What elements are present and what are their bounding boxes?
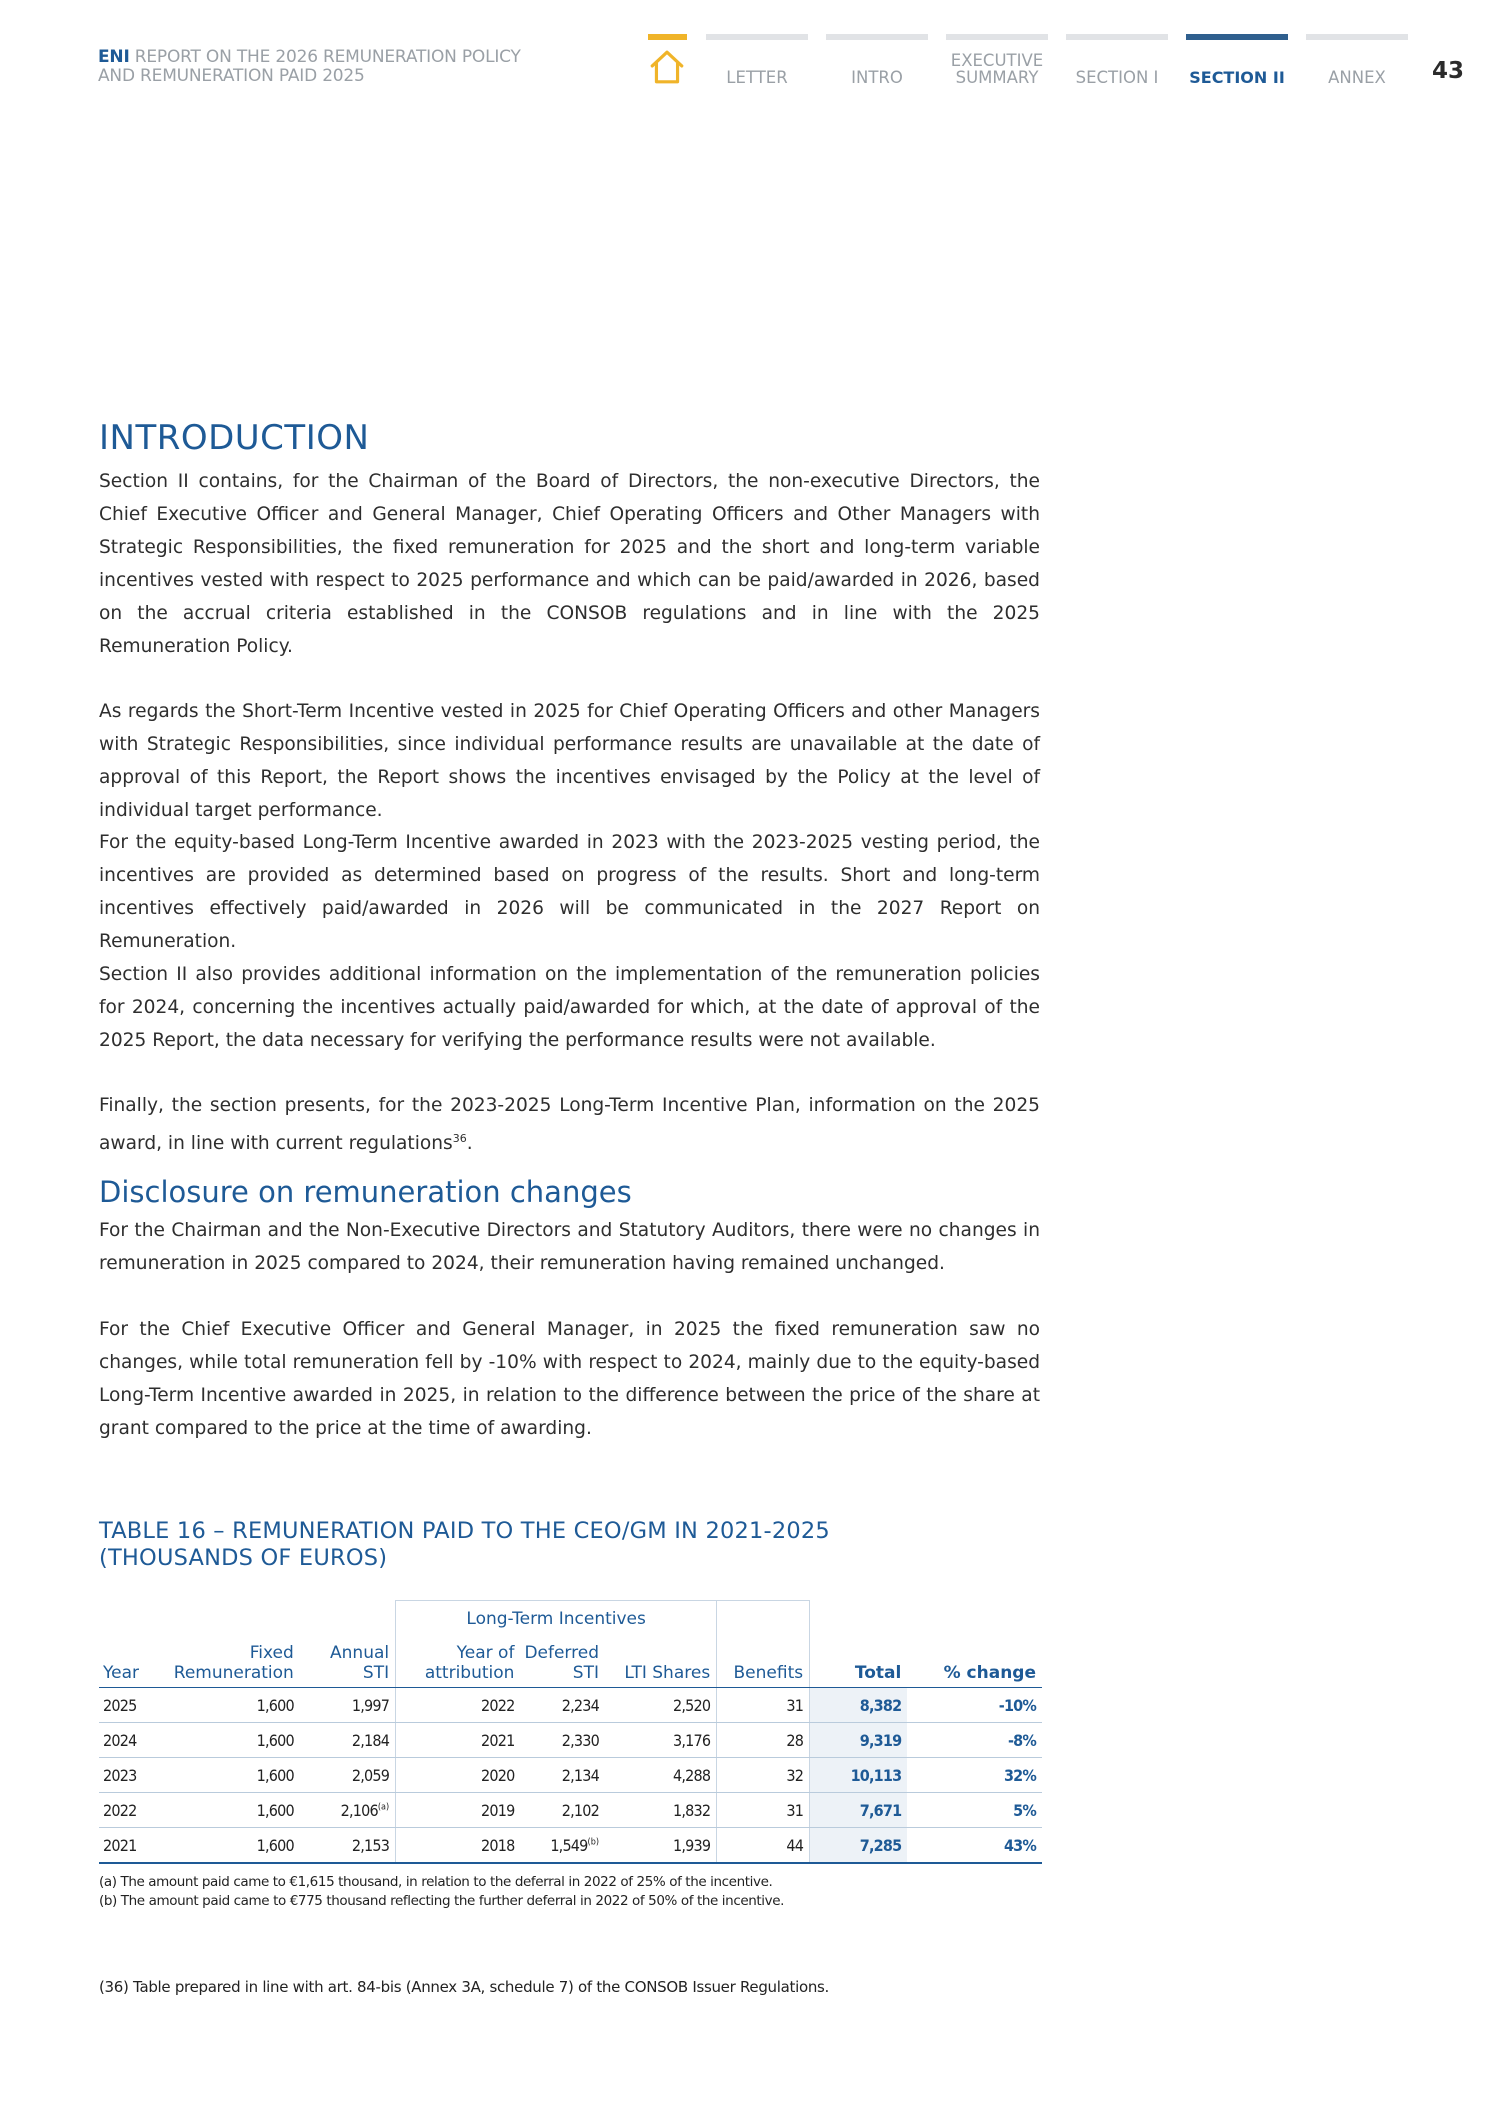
footnote-36: (36) Table prepared in line with art. 84-bis (Annex 3A, schedule 7) of the CONSOB Issuer Regulations. bbox=[99, 1978, 830, 1996]
cell-lti-shares-value: 1,832 bbox=[672, 1800, 711, 1820]
cell-change-value: -8% bbox=[1007, 1730, 1036, 1750]
cell-lti-shares bbox=[605, 1793, 717, 1828]
intro-paragraph-5-text: Finally, the section presents, for the 2023-2025 Long-Term Incentive Plan, information on the 2025 award, in line with current regulations bbox=[99, 1095, 1040, 1155]
intro-paragraph-2: As regards the Short-Term Incentive vested in 2025 for Chief Operating Officers and other Managers with Strategic Responsibilities, since individual performance results are unavailable at the date of approval of this Report, the Report shows the incentives envisaged by the Policy at the level of individual target performance. bbox=[99, 701, 1040, 821]
nav-home-indicator bbox=[648, 34, 687, 40]
nav-section-i[interactable] bbox=[1066, 34, 1168, 92]
col-fixed-l1: Fixed bbox=[249, 1643, 294, 1663]
nav-section-i-indicator bbox=[1066, 34, 1168, 40]
cell-change-value: 5% bbox=[1013, 1800, 1036, 1820]
disclosure-paragraph-1: For the Chairman and the Non-Executive Directors and Statutory Auditors, there were no changes in remuneration in 2025 compared to 2024, their remuneration having remained unchanged. bbox=[99, 1220, 1040, 1274]
cell-year-attribution bbox=[396, 1828, 521, 1864]
cell-lti-shares bbox=[605, 1688, 717, 1723]
nav-letter[interactable] bbox=[706, 34, 808, 92]
cell-lti-shares bbox=[605, 1758, 717, 1793]
cell-total-value: 7,285 bbox=[859, 1835, 902, 1855]
cell-annual-sti-value: 2,153 bbox=[351, 1835, 390, 1855]
cell-change bbox=[907, 1828, 1042, 1864]
cell-annual-sti bbox=[300, 1828, 396, 1864]
col-sti-l1: Annual bbox=[330, 1643, 390, 1663]
intro-paragraph-5-end: . bbox=[466, 1133, 473, 1155]
cell-fixed-value: 1,600 bbox=[256, 1800, 294, 1820]
nav-annex-indicator bbox=[1306, 34, 1408, 40]
cell-total-value: 9,319 bbox=[859, 1730, 902, 1750]
cell-year-attribution-value: 2021 bbox=[481, 1730, 515, 1750]
disclosure-paragraph-2: For the Chief Executive Officer and General Manager, in 2025 the fixed remuneration saw no changes, while total remuneration fell by -10% with respect to 2024, mainly due to the equity-based Long-Term Incentive awarded in 2025, in relation to the difference between the price of the share at grant compared to the price at the time of awarding. bbox=[99, 1319, 1040, 1439]
cell-year-value: 2022 bbox=[103, 1800, 137, 1820]
col-year-attribution bbox=[396, 1637, 521, 1688]
cell-lti-shares bbox=[605, 1828, 717, 1864]
nav-section-ii[interactable] bbox=[1186, 34, 1288, 92]
col-fixed-l2: Remuneration bbox=[173, 1663, 294, 1683]
intro-paragraph-3: For the equity-based Long-Term Incentive awarded in 2023 with the 2023-2025 vesting period, the incentives are provided as determined based on progress of the results. Short and long-term incentives effectively paid/awarded in 2026 will be communicated in the 2027 Report on Remuneration. bbox=[99, 832, 1040, 952]
cell-lti-shares-value: 4,288 bbox=[672, 1765, 711, 1785]
cell-annual-sti-value: 1,997 bbox=[351, 1695, 390, 1715]
intro-paragraph-1: Section II contains, for the Chairman of the Board of Directors, the non-executive Directors, the Chief Executive Officer and General Manager, Chief Operating Officers and Other Managers with Strategic Responsibilities, the fixed remuneration for 2025 and the short and long-term variable incentives vested with respect to 2025 performance and which can be paid/awarded in 2026, based on the accrual criteria established in the CONSOB regulations and in line with the 2025 Remuneration Policy. bbox=[99, 471, 1040, 657]
col-attr-l1: Year of bbox=[456, 1643, 515, 1663]
cell-year-attribution bbox=[396, 1758, 521, 1793]
col-benefits: Benefits bbox=[717, 1637, 810, 1688]
report-title-line1: REPORT ON THE 2026 REMUNERATION POLICY bbox=[129, 47, 521, 67]
nav-executive-summary-label-line2: SUMMARY bbox=[955, 68, 1039, 87]
cell-deferred-sti-value: 1,549 bbox=[550, 1835, 588, 1855]
cell-deferred-sti-value: 2,102 bbox=[561, 1800, 599, 1820]
table-row bbox=[99, 1688, 1042, 1723]
cell-benefits bbox=[717, 1828, 810, 1864]
nav-executive-summary[interactable] bbox=[946, 34, 1048, 92]
table-title-line1: TABLE 16 – REMUNERATION PAID TO THE CEO/GM IN 2021-2025 bbox=[99, 1518, 830, 1544]
table-note-ref: (b) bbox=[587, 1837, 599, 1848]
nav-section-ii-indicator bbox=[1186, 34, 1288, 40]
cell-deferred-sti bbox=[520, 1828, 605, 1864]
group-spacer-benefits bbox=[717, 1601, 810, 1638]
nav-executive-summary-label-line1: EXECUTIVE bbox=[950, 51, 1044, 70]
group-header-lti: Long-Term Incentives bbox=[396, 1601, 717, 1638]
nav-executive-summary-label bbox=[946, 52, 1048, 86]
table-row bbox=[99, 1723, 1042, 1758]
cell-fixed-value: 1,600 bbox=[256, 1765, 294, 1785]
group-spacer bbox=[907, 1601, 1042, 1638]
cell-benefits-value: 44 bbox=[786, 1835, 804, 1855]
cell-change bbox=[907, 1688, 1042, 1723]
cell-annual-sti-value: 2,184 bbox=[351, 1730, 390, 1750]
group-spacer bbox=[99, 1601, 165, 1638]
nav-intro-label: INTRO bbox=[851, 68, 903, 87]
page-number: 43 bbox=[1432, 58, 1465, 84]
cell-deferred-sti bbox=[520, 1723, 605, 1758]
table-row bbox=[99, 1793, 1042, 1828]
cell-lti-shares-value: 1,939 bbox=[672, 1835, 711, 1855]
cell-change-value: 43% bbox=[1003, 1835, 1036, 1855]
cell-total-value: 8,382 bbox=[859, 1695, 902, 1715]
nav-section-i-label: SECTION I bbox=[1075, 68, 1159, 87]
table-group-header-row bbox=[99, 1601, 1042, 1638]
cell-year-attribution-value: 2020 bbox=[481, 1765, 515, 1785]
col-lti-shares: LTI Shares bbox=[605, 1637, 717, 1688]
cell-year bbox=[99, 1758, 165, 1793]
table-row bbox=[99, 1828, 1042, 1864]
nav-letter-label: LETTER bbox=[726, 68, 788, 87]
cell-benefits bbox=[717, 1793, 810, 1828]
table-column-header-row bbox=[99, 1637, 1042, 1688]
cell-year-attribution bbox=[396, 1793, 521, 1828]
cell-annual-sti bbox=[300, 1723, 396, 1758]
col-attr-l2: attribution bbox=[424, 1663, 515, 1683]
cell-lti-shares bbox=[605, 1723, 717, 1758]
nav-intro-indicator bbox=[826, 34, 928, 40]
cell-benefits bbox=[717, 1758, 810, 1793]
cell-deferred-sti-value: 2,134 bbox=[561, 1765, 599, 1785]
cell-deferred-sti bbox=[520, 1688, 605, 1723]
cell-lti-shares-value: 3,176 bbox=[672, 1730, 711, 1750]
cell-total bbox=[810, 1723, 908, 1758]
cell-benefits-value: 32 bbox=[786, 1765, 804, 1785]
cell-fixed bbox=[165, 1828, 300, 1864]
cell-year-value: 2023 bbox=[103, 1765, 137, 1785]
col-def-l2: STI bbox=[572, 1663, 599, 1683]
group-spacer bbox=[810, 1601, 908, 1638]
report-title-line2: AND REMUNERATION PAID 2025 bbox=[98, 66, 365, 86]
intro-paragraph-4: Section II also provides additional information on the implementation of the remuneration policies for 2024, concerning the incentives actually paid/awarded for which, at the date of approval of the 2025 Report, the data necessary for verifying the performance results were not available. bbox=[99, 964, 1040, 1051]
cell-year bbox=[99, 1688, 165, 1723]
home-icon bbox=[649, 48, 685, 86]
table-title bbox=[99, 1518, 830, 1572]
cell-benefits bbox=[717, 1723, 810, 1758]
cell-fixed-value: 1,600 bbox=[256, 1730, 294, 1750]
col-total: Total bbox=[810, 1637, 908, 1688]
table-row bbox=[99, 1758, 1042, 1793]
col-deferred-sti bbox=[520, 1637, 605, 1688]
cell-year bbox=[99, 1828, 165, 1864]
cell-annual-sti-value: 2,106 bbox=[340, 1800, 378, 1820]
nav-annex-label: ANNEX bbox=[1328, 68, 1386, 87]
cell-deferred-sti bbox=[520, 1758, 605, 1793]
group-spacer bbox=[165, 1601, 300, 1638]
cell-change bbox=[907, 1793, 1042, 1828]
cell-fixed bbox=[165, 1688, 300, 1723]
nav-annex[interactable] bbox=[1306, 34, 1408, 92]
cell-benefits bbox=[717, 1688, 810, 1723]
table-note-ref: (a) bbox=[377, 1802, 390, 1813]
cell-fixed-value: 1,600 bbox=[256, 1695, 294, 1715]
cell-total bbox=[810, 1793, 908, 1828]
cell-benefits-value: 31 bbox=[786, 1800, 804, 1820]
cell-year-value: 2021 bbox=[103, 1835, 137, 1855]
cell-lti-shares-value: 2,520 bbox=[672, 1695, 711, 1715]
cell-deferred-sti-value: 2,234 bbox=[561, 1695, 599, 1715]
cell-annual-sti bbox=[300, 1758, 396, 1793]
cell-year-value: 2024 bbox=[103, 1730, 137, 1750]
cell-annual-sti bbox=[300, 1793, 396, 1828]
cell-year bbox=[99, 1793, 165, 1828]
cell-fixed-value: 1,600 bbox=[256, 1835, 294, 1855]
cell-benefits-value: 28 bbox=[786, 1730, 804, 1750]
cell-annual-sti bbox=[300, 1688, 396, 1723]
cell-change-value: 32% bbox=[1003, 1765, 1036, 1785]
cell-year-attribution bbox=[396, 1723, 521, 1758]
table-note-b: (b) The amount paid came to €775 thousand reflecting the further deferral in 2022 of 50% of the incentive. bbox=[99, 1893, 785, 1909]
col-change: % change bbox=[907, 1637, 1042, 1688]
cell-change-value: -10% bbox=[998, 1695, 1036, 1715]
col-annual-sti bbox=[300, 1637, 396, 1688]
remuneration-table bbox=[99, 1600, 1042, 1864]
cell-fixed bbox=[165, 1793, 300, 1828]
table-body bbox=[99, 1688, 1042, 1864]
cell-total bbox=[810, 1688, 908, 1723]
nav-intro[interactable] bbox=[826, 34, 928, 92]
footnote-ref-36[interactable]: 36 bbox=[452, 1132, 467, 1145]
table-note-a: (a) The amount paid came to €1,615 thousand, in relation to the deferral in 2022 of 25% of the incentive. bbox=[99, 1874, 773, 1890]
cell-year-value: 2025 bbox=[103, 1695, 137, 1715]
cell-change bbox=[907, 1723, 1042, 1758]
nav-letter-indicator bbox=[706, 34, 808, 40]
cell-change bbox=[907, 1758, 1042, 1793]
nav-home[interactable] bbox=[648, 34, 687, 92]
introduction-heading: INTRODUCTION bbox=[99, 418, 370, 458]
cell-year-attribution-value: 2022 bbox=[481, 1695, 515, 1715]
cell-year-attribution-value: 2019 bbox=[481, 1800, 515, 1820]
cell-fixed bbox=[165, 1723, 300, 1758]
group-spacer bbox=[300, 1601, 396, 1638]
cell-deferred-sti bbox=[520, 1793, 605, 1828]
cell-deferred-sti-value: 2,330 bbox=[561, 1730, 599, 1750]
intro-paragraph-5 bbox=[99, 1089, 1040, 1160]
nav-executive-summary-indicator bbox=[946, 34, 1048, 40]
col-sti-l2: STI bbox=[362, 1663, 390, 1683]
cell-total bbox=[810, 1758, 908, 1793]
brand-name: ENI bbox=[98, 47, 130, 67]
cell-year-attribution bbox=[396, 1688, 521, 1723]
col-def-l1: Deferred bbox=[524, 1643, 599, 1663]
cell-total-value: 7,671 bbox=[859, 1800, 902, 1820]
cell-year-attribution-value: 2018 bbox=[481, 1835, 515, 1855]
table-title-line2: (THOUSANDS OF EUROS) bbox=[99, 1545, 388, 1571]
cell-annual-sti-value: 2,059 bbox=[351, 1765, 390, 1785]
cell-total-value: 10,113 bbox=[850, 1765, 902, 1785]
disclosure-heading: Disclosure on remuneration changes bbox=[99, 1175, 632, 1209]
cell-fixed bbox=[165, 1758, 300, 1793]
col-fixed-remuneration bbox=[165, 1637, 300, 1688]
cell-benefits-value: 31 bbox=[786, 1695, 804, 1715]
report-title bbox=[98, 48, 521, 86]
cell-total bbox=[810, 1828, 908, 1864]
cell-year bbox=[99, 1723, 165, 1758]
nav-section-ii-label: SECTION II bbox=[1189, 68, 1285, 87]
col-year: Year bbox=[99, 1637, 165, 1688]
